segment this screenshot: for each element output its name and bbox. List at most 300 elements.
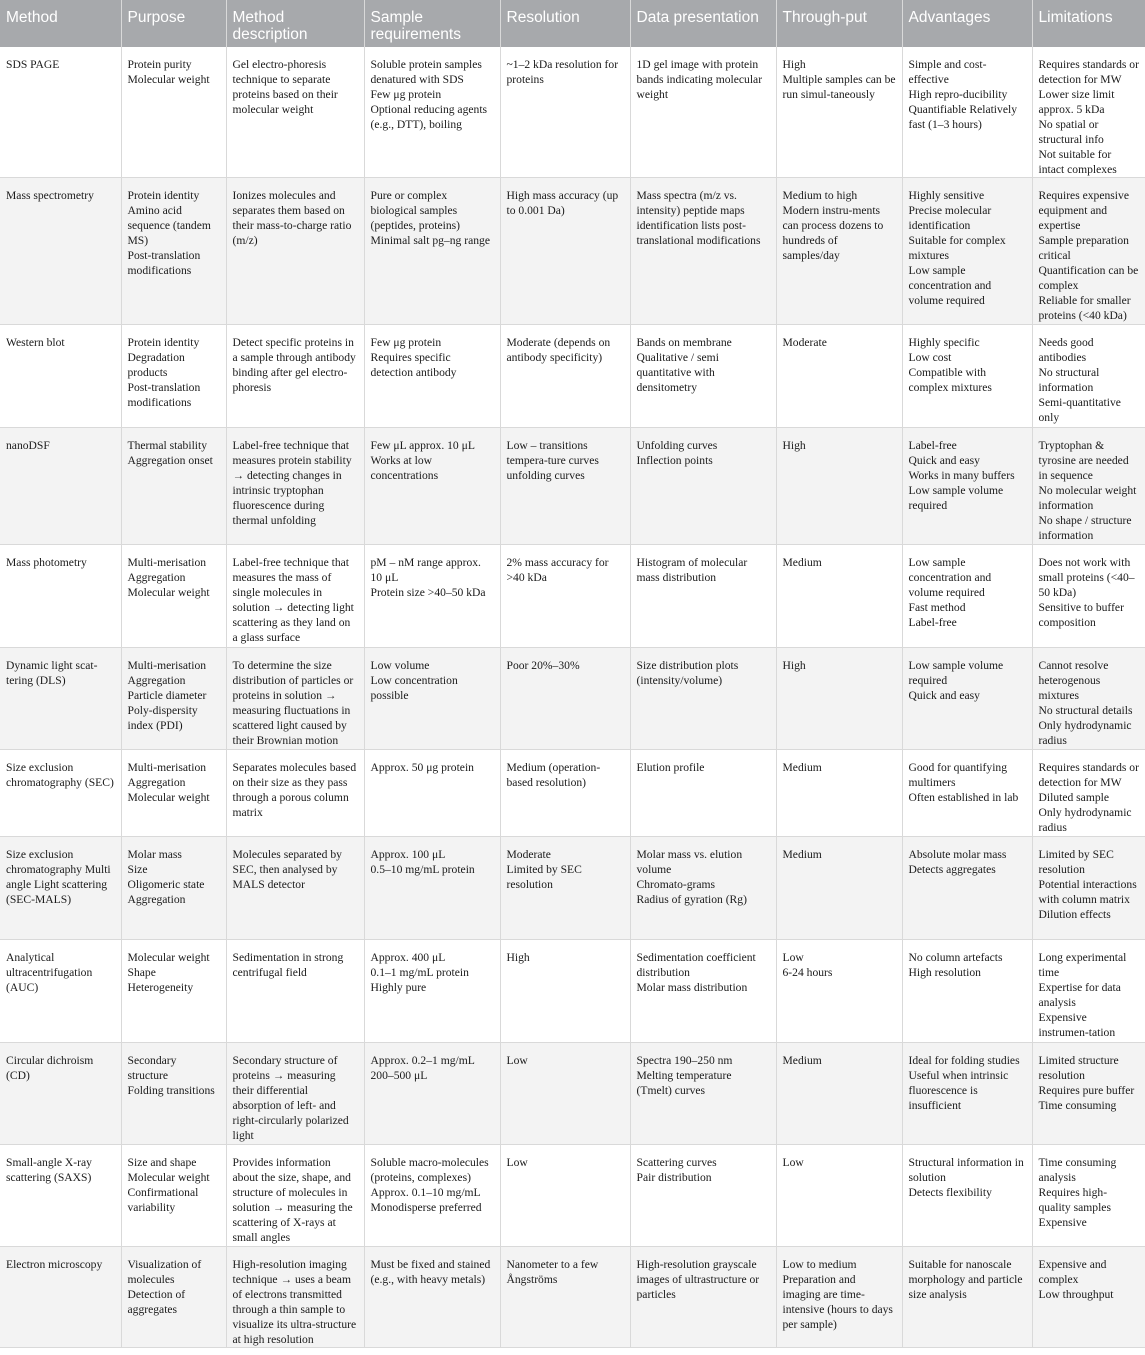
cell-line: Precise molecular identification <box>908 204 992 232</box>
cell-line: Size exclusion chromatography Multi angle Light scattering (SEC-MALS) <box>6 848 111 906</box>
cell-line: Detects aggregates <box>908 863 996 876</box>
cell-limitations <box>1032 750 1145 837</box>
cell-advantages <box>902 545 1032 648</box>
cell-data-presentation <box>630 178 776 325</box>
cell-data-presentation <box>630 940 776 1043</box>
cell-line: Aggregation <box>127 776 186 789</box>
table-body <box>0 47 1145 1348</box>
cell-line: Dilution effects <box>1038 908 1111 921</box>
cell-sample-requirements <box>364 428 500 545</box>
cell-line: Molar mass distribution <box>636 981 748 994</box>
cell-method-description <box>226 648 364 750</box>
cell-throughput <box>776 545 902 648</box>
cell-method-description <box>226 1043 364 1145</box>
cell-line: pM – nM range approx. 10 μL <box>370 556 481 584</box>
cell-line: Needs good antibodies <box>1038 336 1094 364</box>
cell-advantages <box>902 1043 1032 1145</box>
cell-throughput <box>776 1247 902 1348</box>
cell-throughput <box>776 325 902 428</box>
cell-line: Label-free technique that measures the mass of single molecules in solution → detecting light scattering as they land on a glass surface <box>232 556 354 644</box>
cell-resolution <box>500 1043 630 1145</box>
cell-line: Elution profile <box>636 761 705 774</box>
cell-line: Monodisperse preferred <box>370 1201 482 1214</box>
cell-method-description <box>226 837 364 940</box>
cell-line: Limited structure resolution <box>1038 1054 1119 1082</box>
cell-line: Long experimental time <box>1038 951 1127 979</box>
cell-line: To determine the size distribution of particles or proteins in solution → measuring fluctuations in scattered light caused by their Brownian motion <box>232 659 354 747</box>
cell-line: Protein purity <box>127 58 192 71</box>
cell-line: Molecular weight <box>127 1171 210 1184</box>
cell-advantages <box>902 325 1032 428</box>
cell-line: Low sample volume required <box>908 484 1004 512</box>
cell-line: Detects flexibility <box>908 1186 992 1199</box>
cell-line: Quick and easy <box>908 454 980 467</box>
cell-line: No column artefacts <box>908 951 1003 964</box>
cell-line: Soluble protein samples denatured with SDS <box>370 58 482 86</box>
cell-line: Spectra 190–250 nm <box>636 1054 733 1067</box>
cell-method <box>0 1145 121 1247</box>
column-header-resolution: Resolution <box>500 0 630 47</box>
column-header-limitations: Limitations <box>1032 0 1145 47</box>
cell-line: Molar mass <box>127 848 182 861</box>
cell-line: Molecules separated by SEC, then analysed by MALS detector <box>232 848 342 891</box>
cell-line: Cannot resolve heterogenous mixtures <box>1038 659 1109 702</box>
cell-purpose <box>121 178 226 325</box>
cell-line: Low sample concentration and volume required <box>908 556 992 599</box>
cell-line: Requires standards or detection for MW <box>1038 761 1139 789</box>
cell-line: Limited by SEC resolution <box>1038 848 1114 876</box>
cell-resolution <box>500 648 630 750</box>
cell-method-description <box>226 178 364 325</box>
cell-throughput <box>776 428 902 545</box>
cell-method-description <box>226 325 364 428</box>
cell-data-presentation <box>630 1043 776 1145</box>
cell-line: Visualization of molecules <box>127 1258 202 1286</box>
cell-line: Expensive and complex <box>1038 1258 1107 1286</box>
cell-throughput <box>776 1043 902 1145</box>
cell-sample-requirements <box>364 750 500 837</box>
cell-line: Unfolding curves <box>636 439 718 452</box>
cell-line: High resolution <box>908 966 981 979</box>
cell-throughput <box>776 1145 902 1247</box>
cell-line: Fast method <box>908 601 966 614</box>
cell-line: Shape <box>127 966 156 979</box>
cell-line: Analytical ultracentrifugation (AUC) <box>6 951 93 994</box>
cell-sample-requirements <box>364 1043 500 1145</box>
cell-throughput <box>776 648 902 750</box>
cell-line: 200–500 μL <box>370 1069 428 1082</box>
cell-line: Medium <box>782 1054 822 1067</box>
cell-resolution <box>500 178 630 325</box>
column-header-throughput: Through-put <box>776 0 902 47</box>
cell-line: Compatible with complex mixtures <box>908 366 992 394</box>
cell-line: Often established in lab <box>908 791 1019 804</box>
cell-line: Pair distribution <box>636 1171 712 1184</box>
cell-advantages <box>902 750 1032 837</box>
cell-line: No structural information <box>1038 366 1100 394</box>
cell-line: Nanometer to a few Ångströms <box>506 1258 599 1286</box>
cell-limitations <box>1032 1043 1145 1145</box>
cell-line: Oligomeric state <box>127 878 205 891</box>
cell-line: Soluble macro-molecules (proteins, complexes) <box>370 1156 489 1184</box>
cell-advantages <box>902 178 1032 325</box>
cell-method <box>0 648 121 750</box>
cell-line: Medium to high <box>782 189 858 202</box>
cell-data-presentation <box>630 750 776 837</box>
cell-resolution <box>500 940 630 1043</box>
cell-limitations <box>1032 1247 1145 1348</box>
cell-line: Must be fixed and stained (e.g., with heavy metals) <box>370 1258 491 1286</box>
cell-advantages <box>902 428 1032 545</box>
cell-line: Molar mass vs. elution volume <box>636 848 743 876</box>
cell-data-presentation <box>630 47 776 178</box>
cell-line: Preparation and imaging are time-intensive (hours to days per sample) <box>782 1273 893 1331</box>
cell-purpose <box>121 428 226 545</box>
cell-advantages <box>902 1145 1032 1247</box>
cell-sample-requirements <box>364 325 500 428</box>
cell-method-description <box>226 1247 364 1348</box>
cell-line: Only hydrodynamic radius <box>1038 719 1132 747</box>
cell-line: Absolute molar mass <box>908 848 1007 861</box>
cell-limitations <box>1032 1145 1145 1247</box>
cell-line: 0.5–10 mg/mL protein <box>370 863 475 876</box>
cell-line: Reliable for smaller proteins (<40 kDa) <box>1038 294 1131 322</box>
cell-sample-requirements <box>364 545 500 648</box>
cell-line: No structural details <box>1038 704 1133 717</box>
cell-line: Size distribution plots (intensity/volume) <box>636 659 739 687</box>
cell-line: 1D gel image with protein bands indicating molecular weight <box>636 58 763 101</box>
cell-line: Good for quantifying multimers <box>908 761 1008 789</box>
cell-line: Protein size >40–50 kDa <box>370 586 486 599</box>
cell-throughput <box>776 47 902 178</box>
cell-line: Expertise for data analysis <box>1038 981 1121 1009</box>
cell-line: Requires high-quality samples <box>1038 1186 1111 1214</box>
cell-line: Few μg protein <box>370 336 442 349</box>
cell-line: Low cost <box>908 351 952 364</box>
cell-line: Aggregation <box>127 674 186 687</box>
cell-method <box>0 428 121 545</box>
cell-purpose <box>121 545 226 648</box>
cell-data-presentation <box>630 648 776 750</box>
cell-data-presentation <box>630 1145 776 1247</box>
cell-limitations <box>1032 940 1145 1043</box>
cell-line: Time consuming <box>1038 1099 1117 1112</box>
cell-line: Moderate (depends on antibody specificity) <box>506 336 611 364</box>
cell-line: Sedimentation coefficient distribution <box>636 951 756 979</box>
cell-purpose <box>121 837 226 940</box>
cell-line: Few μL approx. 10 μL <box>370 439 475 452</box>
cell-line: Tryptophan & tyrosine are needed in sequence <box>1038 439 1129 482</box>
cell-line: Suitable for complex mixtures <box>908 234 1006 262</box>
table-row <box>0 750 1145 837</box>
cell-line: Quick and easy <box>908 689 980 702</box>
cell-line: Histogram of molecular mass distribution <box>636 556 748 584</box>
cell-line: Mass spectra (m/z vs. intensity) peptide maps identification lists post-translational modifications <box>636 189 761 247</box>
cell-line: Western blot <box>6 336 65 349</box>
cell-line: No spatial or structural info <box>1038 118 1104 146</box>
cell-line: Folding transitions <box>127 1084 215 1097</box>
cell-line: Particle diameter <box>127 689 207 702</box>
cell-line: Useful when intrinsic fluorescence is insufficient <box>908 1069 1009 1112</box>
column-header-method: Method <box>0 0 121 47</box>
cell-line: Few μg protein <box>370 88 442 101</box>
cell-line: Detection of aggregates <box>127 1288 186 1316</box>
cell-line: Suitable for nanoscale morphology and particle size analysis <box>908 1258 1023 1301</box>
cell-line: High-resolution grayscale images of ultrastructure or particles <box>636 1258 760 1301</box>
cell-limitations <box>1032 837 1145 940</box>
cell-line: Thermal stability <box>127 439 208 452</box>
cell-line: Dynamic light scat-tering (DLS) <box>6 659 98 687</box>
cell-resolution <box>500 1145 630 1247</box>
cell-throughput <box>776 837 902 940</box>
cell-line: High repro-ducibility <box>908 88 1008 101</box>
cell-line: Post-translation modifications <box>127 381 201 409</box>
cell-line: Chromato-grams <box>636 878 716 891</box>
cell-line: Poor 20%–30% <box>506 659 580 672</box>
cell-line: Post-translation modifications <box>127 249 201 277</box>
cell-sample-requirements <box>364 1145 500 1247</box>
cell-advantages <box>902 648 1032 750</box>
column-header-purpose: Purpose <box>121 0 226 47</box>
cell-resolution <box>500 325 630 428</box>
cell-line: Minimal salt pg–ng range <box>370 234 490 247</box>
cell-purpose <box>121 1247 226 1348</box>
cell-line: Low <box>506 1156 528 1169</box>
cell-line: Potential interactions with column matrix <box>1038 878 1137 906</box>
cell-line: Poly-dispersity index (PDI) <box>127 704 198 732</box>
cell-line: Simple and cost-effective <box>908 58 987 86</box>
cell-advantages <box>902 47 1032 178</box>
cell-line: Molecular weight <box>127 791 210 804</box>
cell-resolution <box>500 837 630 940</box>
table-row <box>0 1043 1145 1145</box>
cell-line: Time consuming analysis <box>1038 1156 1117 1184</box>
cell-line: Diluted sample <box>1038 791 1110 804</box>
cell-line: Approx. 100 μL <box>370 848 446 861</box>
table-row <box>0 1247 1145 1348</box>
cell-line: Gel electro-phoresis technique to separate proteins based on their molecular weight <box>232 58 338 116</box>
cell-line: Aggregation onset <box>127 454 213 467</box>
cell-line: Does not work with small proteins (<40–50 kDa) <box>1038 556 1135 599</box>
cell-sample-requirements <box>364 1247 500 1348</box>
cell-line: ~1–2 kDa resolution for proteins <box>506 58 619 86</box>
cell-purpose <box>121 940 226 1043</box>
cell-method <box>0 178 121 325</box>
table-row <box>0 648 1145 750</box>
cell-line: Aggregation <box>127 571 186 584</box>
cell-line: High <box>782 439 806 452</box>
cell-line: Optional reducing agents (e.g., DTT), boiling <box>370 103 488 131</box>
cell-advantages <box>902 1247 1032 1348</box>
cell-line: Low volume <box>370 659 430 672</box>
cell-line: Label-free <box>908 616 957 629</box>
cell-sample-requirements <box>364 47 500 178</box>
table-row <box>0 178 1145 325</box>
cell-line: Ideal for folding studies <box>908 1054 1020 1067</box>
cell-line: Mass photometry <box>6 556 87 569</box>
cell-line: Low to medium <box>782 1258 857 1271</box>
cell-line: Protein identity <box>127 189 200 202</box>
cell-line: Moderate <box>782 336 827 349</box>
cell-line: Approx. 0.2–1 mg/mL <box>370 1054 475 1067</box>
cell-line: 0.1–1 mg/mL protein <box>370 966 469 979</box>
cell-line: Quantification can be complex <box>1038 264 1139 292</box>
cell-line: High mass accuracy (up to 0.001 Da) <box>506 189 619 217</box>
cell-advantages <box>902 940 1032 1043</box>
cell-line: Approx. 50 μg protein <box>370 761 474 774</box>
cell-line: High <box>506 951 530 964</box>
cell-line: Low sample volume required <box>908 659 1004 687</box>
column-header-method-description: Method description <box>226 0 364 47</box>
cell-line: Inflection points <box>636 454 713 467</box>
cell-line: Circular dichroism (CD) <box>6 1054 94 1082</box>
table-row <box>0 940 1145 1043</box>
cell-line: Medium <box>782 848 822 861</box>
cell-line: Low <box>782 1156 804 1169</box>
cell-line: nanoDSF <box>6 439 50 452</box>
cell-limitations <box>1032 545 1145 648</box>
cell-line: Label-free technique that measures protein stability → detecting changes in intrinsic tryptophan fluorescence during thermal unfolding <box>232 439 352 527</box>
table-header-row <box>0 0 1145 47</box>
cell-resolution <box>500 750 630 837</box>
cell-throughput <box>776 940 902 1043</box>
cell-line: High-resolution imaging technique → uses a beam of electrons transmitted through a thin sample to visualize its ultra-structure at high resolution <box>232 1258 357 1346</box>
cell-line: Mass spectrometry <box>6 189 94 202</box>
cell-purpose <box>121 1145 226 1247</box>
cell-resolution <box>500 47 630 178</box>
cell-line: Requires expensive equipment and expertise <box>1038 189 1129 232</box>
cell-throughput <box>776 750 902 837</box>
cell-line: Low throughput <box>1038 1288 1114 1301</box>
table-row <box>0 837 1145 940</box>
cell-line: Amino acid sequence (tandem MS) <box>127 204 211 247</box>
cell-line: Molecular weight <box>127 73 210 86</box>
cell-line: Highly specific <box>908 336 980 349</box>
cell-line: Heterogeneity <box>127 981 194 994</box>
cell-resolution <box>500 428 630 545</box>
cell-line: Works at low concentrations <box>370 454 439 482</box>
cell-line: Highly sensitive <box>908 189 985 202</box>
cell-method <box>0 837 121 940</box>
cell-method-description <box>226 545 364 648</box>
cell-method <box>0 325 121 428</box>
cell-line: Moderate <box>506 848 551 861</box>
cell-line: Requires specific detection antibody <box>370 351 457 379</box>
cell-line: Electron microscopy <box>6 1258 103 1271</box>
cell-sample-requirements <box>364 178 500 325</box>
cell-limitations <box>1032 648 1145 750</box>
cell-line: Medium <box>782 556 822 569</box>
cell-line: Sedimentation in strong centrifugal field <box>232 951 344 979</box>
cell-line: Low sample concentration and volume required <box>908 264 992 307</box>
cell-line: 2% mass accuracy for >40 kDa <box>506 556 609 584</box>
cell-line: Low concentration possible <box>370 674 458 702</box>
cell-line: 6-24 hours <box>782 966 833 979</box>
cell-line: High <box>782 659 806 672</box>
cell-line: Approx. 0.1–10 mg/mL <box>370 1186 481 1199</box>
cell-method <box>0 750 121 837</box>
cell-line: Modern instru-ments can process dozens to hundreds of samples/day <box>782 204 884 262</box>
cell-purpose <box>121 325 226 428</box>
cell-line: Structural information in solution <box>908 1156 1024 1184</box>
table-row <box>0 545 1145 648</box>
cell-purpose <box>121 47 226 178</box>
cell-line: Low <box>782 951 804 964</box>
cell-method-description <box>226 1145 364 1247</box>
cell-sample-requirements <box>364 940 500 1043</box>
cell-line: Small-angle X-ray scattering (SAXS) <box>6 1156 92 1184</box>
cell-line: Molecular weight <box>127 951 210 964</box>
cell-method <box>0 545 121 648</box>
cell-method-description <box>226 940 364 1043</box>
cell-line: Multi-merisation <box>127 659 207 672</box>
cell-line: Expensive <box>1038 1216 1087 1229</box>
cell-line: Detect specific proteins in a sample through antibody binding after gel electro-phoresis <box>232 336 356 394</box>
table-row <box>0 325 1145 428</box>
cell-line: Molecular weight <box>127 586 210 599</box>
cell-line: No shape / structure information <box>1038 514 1132 542</box>
cell-line: Expensive instrumen-tation <box>1038 1011 1116 1039</box>
cell-line: Limited by SEC resolution <box>506 863 582 891</box>
cell-line: Protein identity <box>127 336 200 349</box>
cell-line: Qualitative / semi quantitative with densitometry <box>636 351 719 394</box>
cell-line: Medium (operation-based resolution) <box>506 761 601 789</box>
cell-line: Melting temperature (Tmelt) curves <box>636 1069 732 1097</box>
table-row <box>0 1145 1145 1247</box>
column-header-sample-requirements: Sample requirements <box>364 0 500 47</box>
cell-line: Size and shape <box>127 1156 197 1169</box>
cell-limitations <box>1032 325 1145 428</box>
cell-method-description <box>226 750 364 837</box>
cell-line: Works in many buffers <box>908 469 1015 482</box>
cell-line: Size exclusion chromatography (SEC) <box>6 761 114 789</box>
cell-line: Pure or complex biological samples (peptides, proteins) <box>370 189 461 232</box>
cell-line: Secondary structure of proteins → measuring their differential absorption of left- and right-circularly polarized light <box>232 1054 349 1142</box>
cell-resolution <box>500 545 630 648</box>
cell-data-presentation <box>630 837 776 940</box>
cell-line: Radius of gyration (Rg) <box>636 893 747 906</box>
cell-limitations <box>1032 178 1145 325</box>
cell-line: Approx. 400 μL <box>370 951 446 964</box>
cell-line: No molecular weight information <box>1038 484 1137 512</box>
cell-resolution <box>500 1247 630 1348</box>
cell-line: Requires pure buffer <box>1038 1084 1135 1097</box>
cell-advantages <box>902 837 1032 940</box>
cell-line: Confirmational variability <box>127 1186 199 1214</box>
cell-data-presentation <box>630 428 776 545</box>
cell-line: Sensitive to buffer composition <box>1038 601 1124 629</box>
cell-line: Separates molecules based on their size as they pass through a porous column matrix <box>232 761 357 819</box>
cell-limitations <box>1032 428 1145 545</box>
cell-sample-requirements <box>364 648 500 750</box>
cell-line: Low – transitions tempera-ture curves unfolding curves <box>506 439 599 482</box>
cell-line: Multiple samples can be run simul-taneously <box>782 73 896 101</box>
cell-method-description <box>226 47 364 178</box>
cell-line: High <box>782 58 806 71</box>
cell-throughput <box>776 178 902 325</box>
cell-line: Requires standards or detection for MW <box>1038 58 1139 86</box>
cell-data-presentation <box>630 1247 776 1348</box>
cell-line: Semi-quantitative only <box>1038 396 1121 424</box>
cell-line: Secondary structure <box>127 1054 177 1082</box>
cell-line: Medium <box>782 761 822 774</box>
cell-method <box>0 1043 121 1145</box>
cell-line: Scattering curves <box>636 1156 717 1169</box>
table-row <box>0 47 1145 178</box>
cell-line: Multi-merisation <box>127 556 207 569</box>
cell-line: Highly pure <box>370 981 427 994</box>
cell-line: Sample preparation critical <box>1038 234 1129 262</box>
